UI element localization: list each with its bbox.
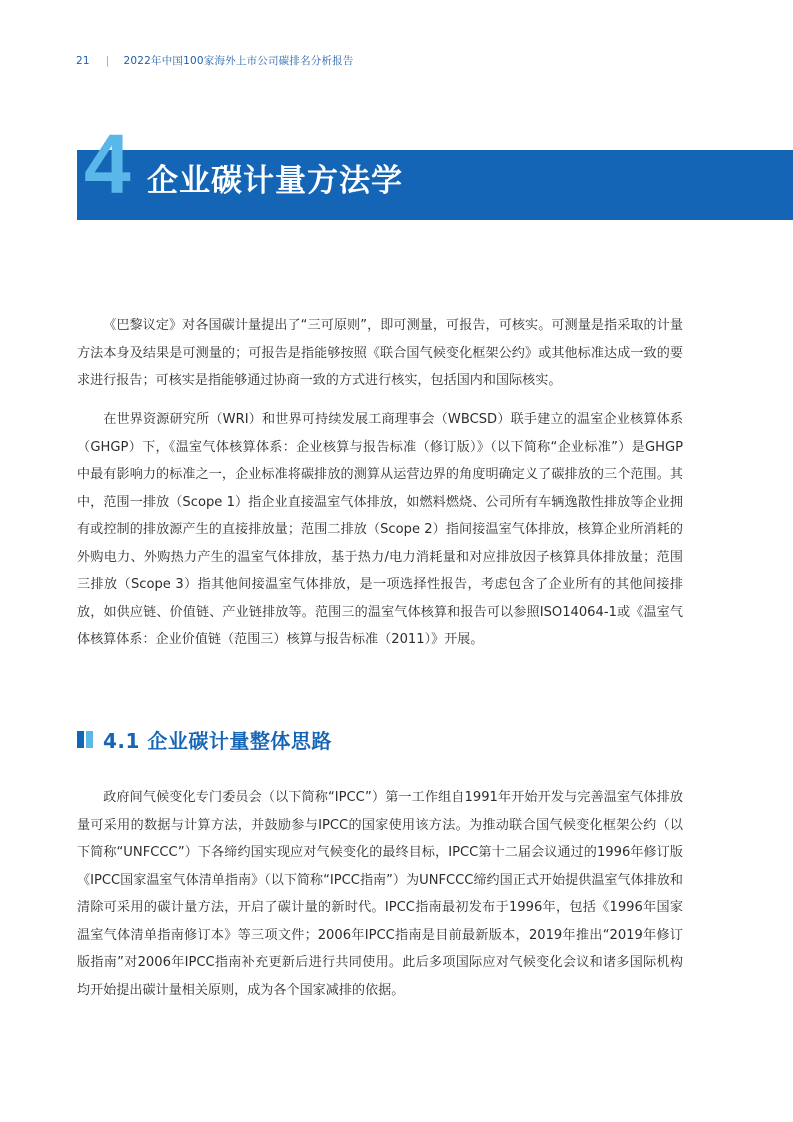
body-paragraph-paris: 《巴黎议定》对各国碳计量提出了“三可原则”，即可测量，可报告，可核实。可测量是指采取的计量方法本身及结果是可测量的；可报告是指能够按照《联合国气候变化框架公约》或其他标准达成一致的要求进行报告；可核实是指能够通过协商一致的方式进行核实，包括国内和国际核实。 [77,318,683,388]
report-title: 2022年中国100家海外上市公司碳排名分析报告 [123,55,354,67]
chapter-number: 4 [84,117,131,211]
page-number: 21 [76,55,90,67]
body-paragraph-ghgp: 在世界资源研究所（WRI）和世界可持续发展工商理事会（WBCSD）联手建立的温室企业核算体系（GHGP）下，《温室气体核算体系：企业核算与报告标准（修订版）》（以下简称“企业标准”）是GHGP中最有影响力的标准之一，企业标准将碳排放的测算从运营边界的角度明确定义了碳排放的三个范围。其中，范围一排放（Scope 1）指企业直接温室气体排放，如燃料燃烧、公司所有车辆逸散性排放等企业拥有或控制的排放源产生的直接排放量；范围二排放（Scope 2）指间接温室气体排放，核算企业所消耗的外购电力、外购热力产生的温室气体排放，基于热力/电力消耗量和对应排放因子核算具体排放量；范围三排放（Scope 3）指其他间接温室气体排放，是一项选择性报告，考虑包含了企业所有的其他间接排放，如供应链、价值链、产业链排放等。范围三的温室气体核算和报告可以参照ISO14064-1或《温室气体核算体系：企业价值链（范围三）核算与报告标准（2011）》开展。 [77,412,683,647]
running-header [76,53,354,68]
header-divider: | [105,55,110,67]
section-marker-icon [77,731,93,748]
body-paragraph-ipcc: 政府间气候变化专门委员会（以下简称“IPCC”）第一工作组自1991年开始开发与完善温室气体排放量可采用的数据与计算方法，并鼓励参与IPCC的国家使用该方法。为推动联合国气候变化框架公约（以下简称“UNFCCC”）下各缔约国实现应对气候变化的最终目标，IPCC第十二届会议通过的1996年修订版《IPCC国家温室气体清单指南》（以下简称“IPCC指南”）为UNFCCC缔约国正式开始提供温室气体排放和清除可采用的碳计量方法，开启了碳计量的新时代。IPCC指南最初发布于1996年，包括《1996年国家温室气体清单指南修订本》等三项文件；2006年IPCC指南是目前最新版本，2019年推出“2019年修订版指南”对2006年IPCC指南补充更新后进行共同使用。此后多项国际应对气候变化会议和诸多国际机构均开始提出碳计量相关原则，成为各个国家减排的依据。 [77,790,683,998]
section-heading [77,725,332,754]
section-title: 4.1 企业碳计量整体思路 [103,729,332,753]
chapter-title: 企业碳计量方法学 [147,163,403,199]
